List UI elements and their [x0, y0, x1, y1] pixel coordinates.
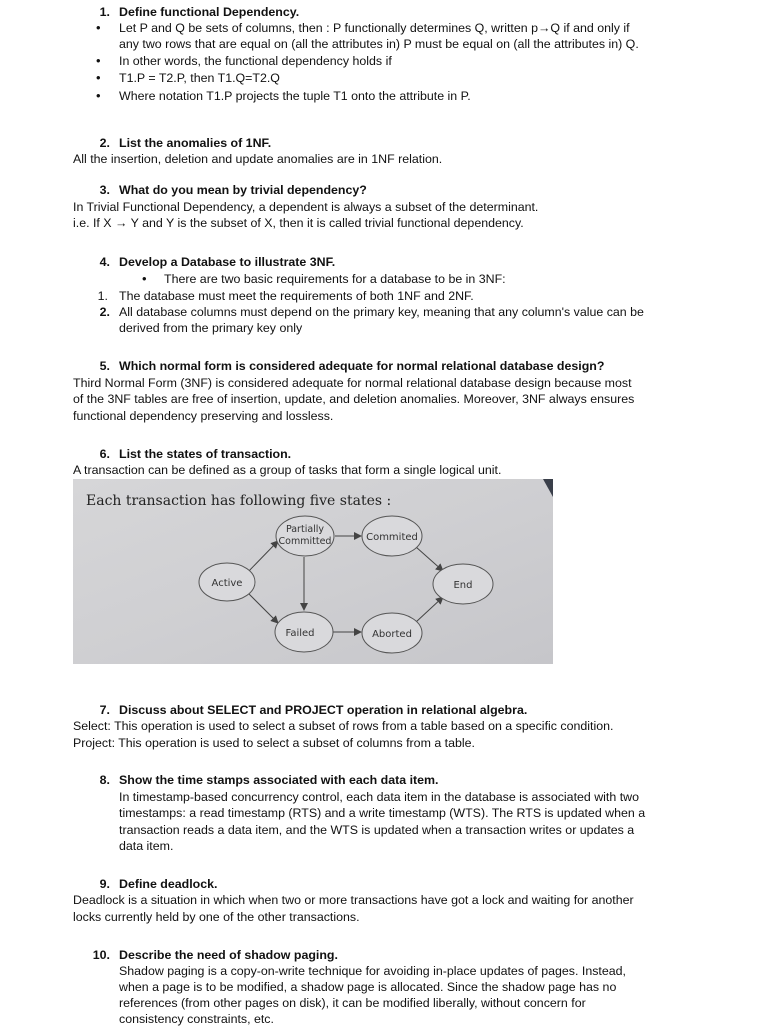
- q2-title: List the anomalies of 1NF.: [119, 136, 272, 150]
- state-partially-committed: [276, 516, 334, 556]
- bullet-icon: •: [96, 70, 101, 85]
- q5-title: Which normal form is considered adequate for normal relational database design?: [119, 359, 605, 373]
- bullet-icon: •: [96, 53, 101, 68]
- q10-number: 10.: [92, 948, 110, 962]
- q7-answer-line-2: Project: This operation is used to select a subset of columns from a table.: [73, 736, 475, 750]
- q8-answer-line-2: timestamps: a read timestamp (RTS) and a write timestamp (WTS). The RTS is updated when a: [119, 806, 646, 820]
- q3-number: 3.: [99, 183, 110, 197]
- q1-bullet-3: T1.P = T2.P, then T1.Q=T2.Q: [119, 71, 280, 85]
- q4-item-1-number: 1.: [97, 289, 108, 303]
- q6-answer: A transaction can be defined as a group of tasks that form a single logical unit.: [73, 463, 502, 477]
- q2-answer: All the insertion, deletion and update anomalies are in 1NF relation.: [73, 152, 443, 166]
- q6-title: List the states of transaction.: [119, 447, 292, 461]
- q4-item-2-cont: derived from the primary key only: [119, 321, 303, 335]
- q1-bullet-1-cont: any two rows that are equal on (all the attributes in) P must be equal on (all the attributes in) Q.: [119, 37, 639, 51]
- q4-item-2: All database columns must depend on the primary key, meaning that any column's value can be: [119, 305, 644, 319]
- state-active: [199, 563, 255, 601]
- bullet-icon: •: [96, 88, 101, 103]
- q8-answer-line-4: data item.: [119, 839, 174, 853]
- bullet-icon: •: [96, 20, 101, 35]
- q5-answer-line-3: functional dependency preserving and lossless.: [73, 409, 334, 423]
- state-aborted: [362, 613, 422, 653]
- state-failed: [275, 612, 333, 652]
- figure-caption: Each transaction has following five states :: [86, 493, 392, 509]
- q1-bullet-1: Let P and Q be sets of columns, then : P functionally determines Q, written p→Q if and only if: [119, 21, 630, 35]
- svg-text:Failed: Failed: [285, 628, 315, 639]
- svg-text:Aborted: Aborted: [372, 629, 412, 640]
- q5-number: 5.: [99, 359, 110, 373]
- q8-number: 8.: [99, 773, 110, 787]
- q3-title: What do you mean by trivial dependency?: [119, 183, 367, 197]
- state-committed: [362, 516, 422, 556]
- q10-answer-line-3: references (from other pages on disk), it can be modified liberally, without concern for: [119, 996, 586, 1010]
- svg-text:End: End: [453, 580, 473, 591]
- q7-number: 7.: [99, 703, 110, 717]
- q4-item-2-number: 2.: [99, 305, 110, 319]
- svg-text:Active: Active: [211, 578, 243, 589]
- transaction-states-figure: [73, 479, 553, 664]
- q4-bullet: There are two basic requirements for a database to be in 3NF:: [164, 272, 506, 286]
- q6-number: 6.: [99, 447, 110, 461]
- q9-answer-line-2: locks currently held by one of the other transactions.: [73, 910, 360, 924]
- transaction-states-diagram: [73, 479, 553, 664]
- svg-text:Committed: Committed: [278, 536, 332, 547]
- q4-number: 4.: [99, 255, 110, 269]
- q10-answer-line-4: consistency constraints, etc.: [119, 1012, 274, 1026]
- q10-title: Describe the need of shadow paging.: [119, 948, 338, 962]
- q2-number: 2.: [99, 136, 110, 150]
- svg-text:Commited: Commited: [366, 532, 418, 543]
- q8-answer-line-1: In timestamp-based concurrency control, each data item in the database is associated with two: [119, 790, 639, 804]
- q1-title: Define functional Dependency.: [119, 5, 300, 19]
- q9-number: 9.: [99, 877, 110, 891]
- q8-title: Show the time stamps associated with each data item.: [119, 773, 439, 787]
- svg-text:Partially: Partially: [285, 524, 325, 535]
- q4-title: Develop a Database to illustrate 3NF.: [119, 255, 336, 269]
- bullet-icon: •: [142, 271, 147, 286]
- q5-answer-line-2: of the 3NF tables are free of insertion, update, and deletion anomalies. Moreover, 3NF always ensures: [73, 392, 635, 406]
- q1-bullet-2: In other words, the functional dependency holds if: [119, 54, 392, 68]
- q1-bullet-4: Where notation T1.P projects the tuple T1 onto the attribute in P.: [119, 89, 471, 103]
- q3-answer-line-2: i.e. If X → Y and Y is the subset of X, then it is called trivial functional dependency.: [73, 216, 524, 230]
- q10-answer-line-1: Shadow paging is a copy-on-write technique for avoiding in-place updates of pages. Instead,: [119, 964, 626, 978]
- q9-title: Define deadlock.: [119, 877, 218, 891]
- q9-answer-line-1: Deadlock is a situation in which when two or more transactions have got a lock and waiting for another: [73, 893, 634, 907]
- q8-answer-line-3: transaction reads a data item, and the WTS is updated when a transaction writes or updates a: [119, 823, 635, 837]
- q3-answer-line-1: In Trivial Functional Dependency, a dependent is always a subset of the determinant.: [73, 200, 539, 214]
- state-end: [433, 564, 493, 604]
- q5-answer-line-1: Third Normal Form (3NF) is considered adequate for normal relational database design because most: [73, 376, 632, 390]
- q10-answer-line-2: when a page is to be modified, a shadow page is allocated. Since the shadow page has no: [119, 980, 617, 994]
- q7-title: Discuss about SELECT and PROJECT operation in relational algebra.: [119, 703, 528, 717]
- q1-number: 1.: [99, 5, 110, 19]
- q4-item-1: The database must meet the requirements of both 1NF and 2NF.: [119, 289, 474, 303]
- q7-answer-line-1: Select: This operation is used to select a subset of rows from a table based on a specific condition.: [73, 719, 614, 733]
